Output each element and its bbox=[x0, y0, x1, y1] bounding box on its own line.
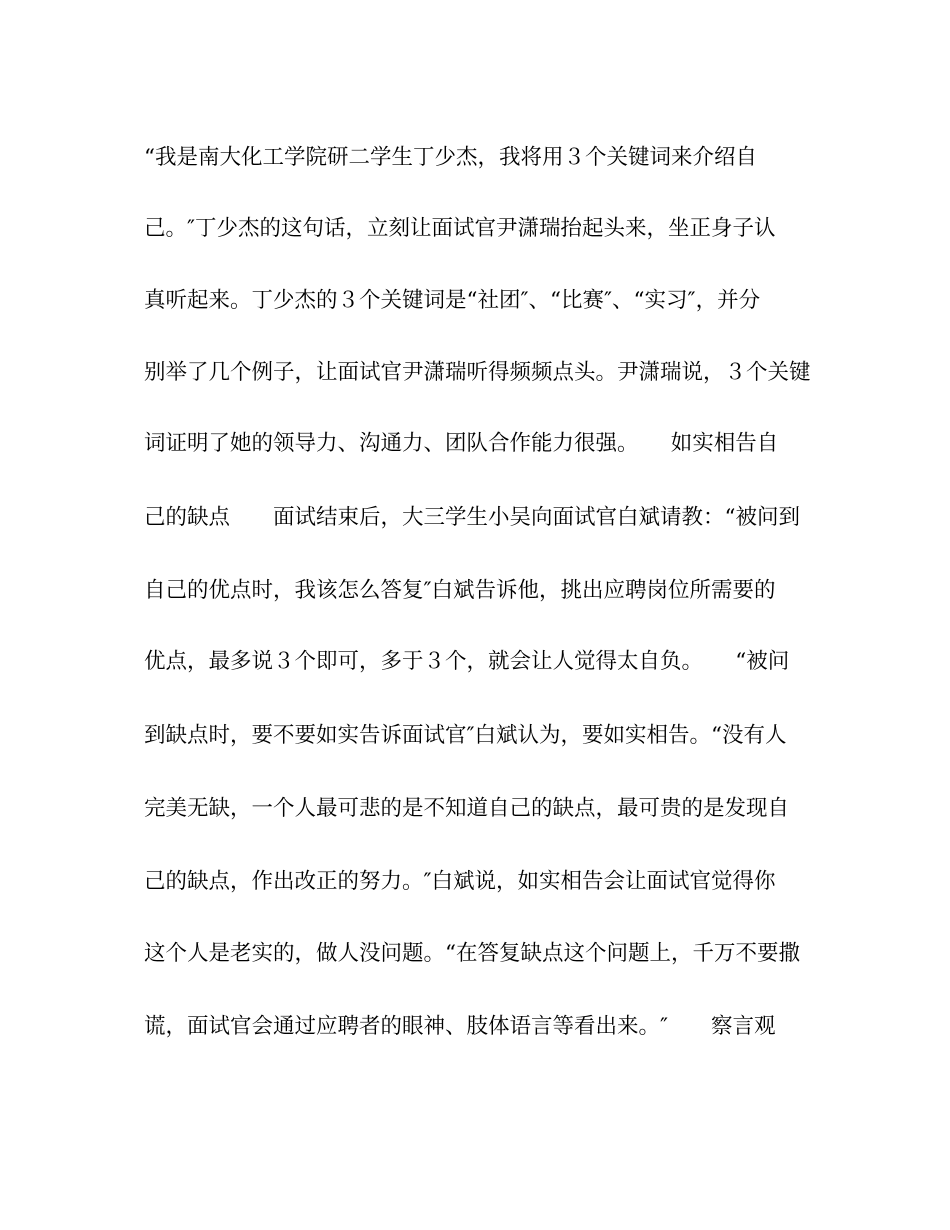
text-line: 到缺点时，要不要如实告诉面试官″白斌认为，要如实相告。“没有人 bbox=[144, 723, 787, 748]
text-line: “我是南大化工学院研二学生丁少杰，我将用３个关键词来介绍自 bbox=[144, 145, 757, 170]
text-line: 完美无缺，一个人最可悲的是不知道自己的缺点，最可贵的是发现自 bbox=[144, 796, 790, 821]
text-line: 词证明了她的领导力、沟通力、团队合作能力很强。 如实相告自 bbox=[144, 431, 779, 456]
text-line: 真听起来。丁少杰的３个关键词是“社团″、“比赛″、“实习″，并分 bbox=[144, 288, 761, 313]
text-line: 优点，最多说３个即可，多于３个，就会让人觉得太自负。 “被问 bbox=[144, 649, 790, 674]
text-line: 己。″丁少杰的这句话，立刻让面试官尹潇瑞抬起头来，坐正身子认 bbox=[144, 216, 776, 241]
text-line: 己的缺点，作出改正的努力。″白斌说，如实相告会让面试官觉得你 bbox=[144, 869, 776, 894]
text-line: 自己的优点时，我该怎么答复″白斌告诉他，挑出应聘岗位所需要的 bbox=[144, 578, 776, 603]
text-line: 谎，面试官会通过应聘者的眼神、肢体语言等看出来。″ 察言观 bbox=[144, 1014, 776, 1039]
text-line: 别举了几个例子，让面试官尹潇瑞听得频频点头。尹潇瑞说，３个关键 bbox=[144, 360, 811, 385]
text-line: 这个人是老实的，做人没问题。“在答复缺点这个问题上，千万不要撒 bbox=[144, 941, 800, 966]
text-line: 己的缺点 面试结束后，大三学生小吴向面试官白斌请教：“被问到 bbox=[144, 505, 800, 530]
